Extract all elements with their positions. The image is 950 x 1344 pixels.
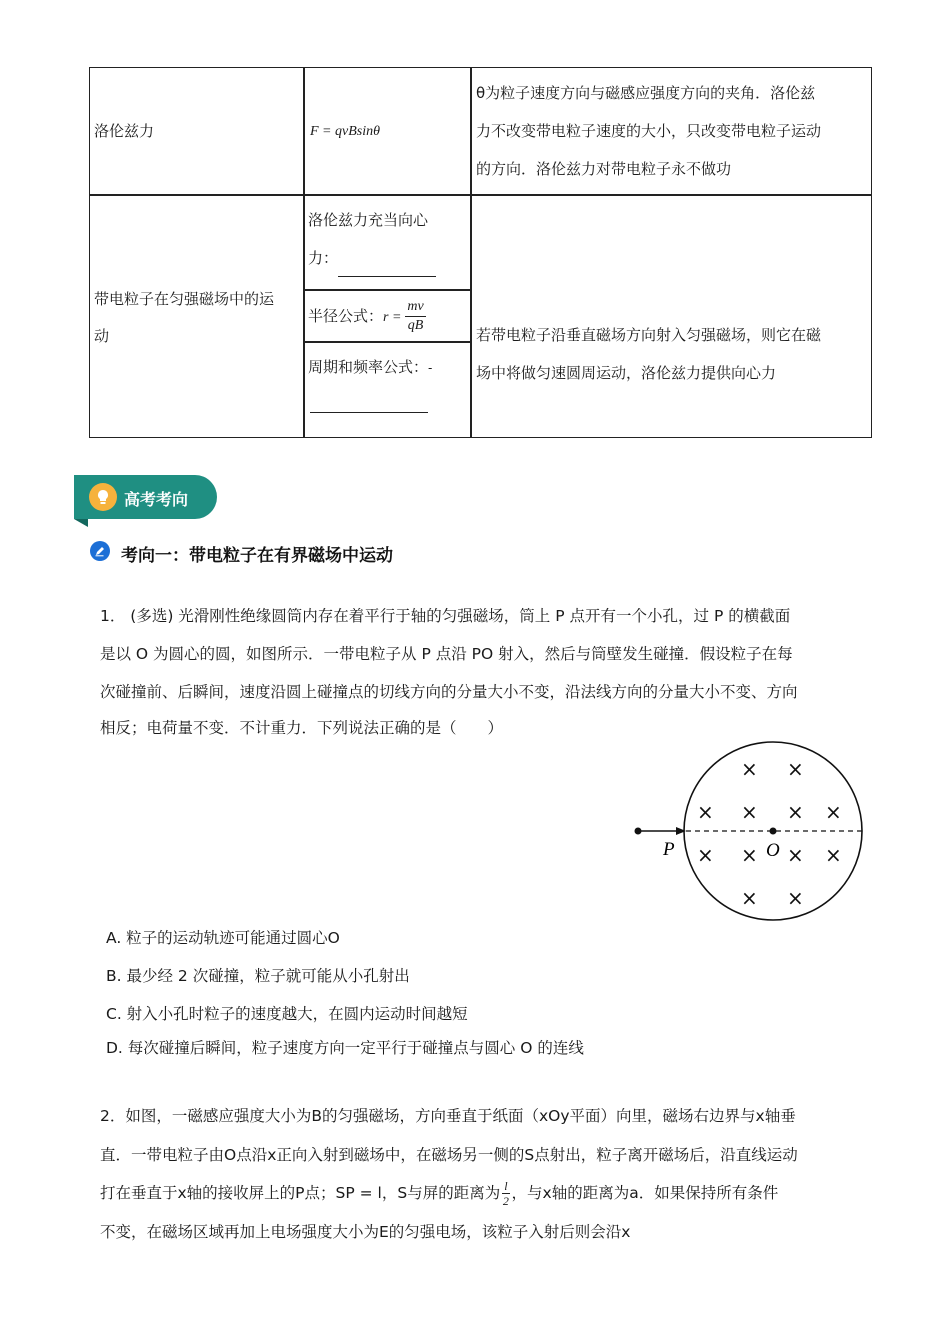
lorentz-desc-line: 力不改变带电粒子速度的大小，只改变带电粒子运动 <box>476 122 822 140</box>
radius-lhs: r = <box>383 310 402 325</box>
field-cross: × <box>741 757 758 781</box>
radius-formula <box>308 297 426 337</box>
q1-stem-line: 次碰撞前、后瞬间，速度沿圆上碰撞点的切线方向的分量大小不变，沿法线方向的分量大小不变、方向 <box>100 683 798 701</box>
field-cross: × <box>741 886 758 910</box>
knowledge-table <box>89 67 872 438</box>
row-name-lorentz-force: 洛伦兹力 <box>94 122 155 140</box>
table-divider <box>90 194 871 196</box>
q1-stem-line: 1． (多选) 光滑刚性绝缘圆筒内存在着平行于轴的匀强磁场，筒上 P 点开有一个小孔，过 P 的横截面 <box>100 607 791 625</box>
magnetic-field-figure <box>620 740 880 930</box>
period-label-text: 周期和频率公式： <box>308 358 429 376</box>
q2-fraction <box>502 1179 509 1208</box>
q2-line3-start: 打在垂直于x轴的接收屏上的P点；SP = l，S与屏的距离为 <box>100 1184 501 1202</box>
field-cross: × <box>825 843 842 867</box>
table-divider <box>303 289 470 291</box>
lorentz-desc-line: θ为粒子速度方向与磁感应强度方向的夹角．洛伦兹 <box>476 84 816 102</box>
period-label-tail: - <box>428 361 433 375</box>
pencil-icon <box>90 541 110 561</box>
field-cross: × <box>741 800 758 824</box>
field-cross: × <box>787 757 804 781</box>
q2-line3-end: ，与x轴的距离为a．如果保持所有条件 <box>511 1184 779 1202</box>
option-c[interactable]: C. 射入小孔时粒子的速度越大，在圆内运动时间越短 <box>106 1005 468 1023</box>
lorentz-desc-line: 的方向．洛伦兹力对带电粒子永不做功 <box>476 160 732 178</box>
field-cross: × <box>825 800 842 824</box>
lorentz-force-formula: F = qvBsinθ <box>310 124 380 139</box>
fraction-denominator: qB <box>407 318 424 333</box>
particle-dot <box>635 828 642 835</box>
field-cross: × <box>697 800 714 824</box>
fraction-numerator: mv <box>405 298 425 317</box>
banner-fold <box>74 519 88 527</box>
radius-fraction <box>405 298 425 335</box>
q2-stem-line: 直．一带电粒子由O点沿x正向入射到磁场中，在磁场另一侧的S点射出，粒子离开磁场后，沿直线运动 <box>100 1146 798 1164</box>
q2-stem-line: 不变，在磁场区域再加上电场强度大小为E的匀强电场，该粒子入射后则会沿x <box>100 1223 631 1241</box>
period-label <box>308 348 432 387</box>
field-cross: × <box>741 843 758 867</box>
row-name-motion: 带电粒子在匀强磁场中的运 <box>94 290 275 308</box>
centripetal-label: 洛伦兹力充当向心 <box>308 211 429 229</box>
option-b[interactable]: B. 最少经 2 次碰撞，粒子就可能从小孔射出 <box>106 967 410 985</box>
field-cross: × <box>697 843 714 867</box>
table-divider <box>303 341 470 343</box>
fraction-denominator: 2 <box>502 1194 509 1208</box>
field-cross: × <box>787 800 804 824</box>
answer-blank <box>338 250 436 277</box>
q1-stem-line: 相反；电荷量不变．不计重力．下列说法正确的是（ ） <box>100 719 504 737</box>
label-O: O <box>766 840 780 861</box>
row-name-motion: 动 <box>94 327 110 345</box>
motion-desc-line: 若带电粒子沿垂直磁场方向射入匀强磁场，则它在磁 <box>476 326 822 344</box>
option-a[interactable]: A. 粒子的运动轨迹可能通过圆心O <box>106 929 340 947</box>
center-dot <box>770 828 777 835</box>
table-divider <box>303 68 305 437</box>
q2-stem-line <box>100 1174 870 1212</box>
table-divider <box>470 68 472 437</box>
lightbulb-icon <box>89 483 117 511</box>
q1-stem-line: 是以 O 为圆心的圆，如图所示．一带电粒子从 P 点沿 PO 射入，然后与筒壁发生碰撞．假设粒子在每 <box>100 645 793 663</box>
banner-title: 高考考向 <box>124 490 189 509</box>
answer-blank <box>310 412 428 413</box>
motion-desc-line: 场中将做匀速圆周运动，洛伦兹力提供向心力 <box>476 364 777 382</box>
section-title: 考向一：带电粒子在有界磁场中运动 <box>121 546 393 566</box>
field-cross: × <box>787 843 804 867</box>
option-d[interactable]: D. 每次碰撞后瞬间，粒子速度方向一定平行于碰撞点与圆心 O 的连线 <box>106 1039 584 1057</box>
fraction-numerator: l <box>504 1179 508 1193</box>
centripetal-label-tail: 力： <box>308 249 339 267</box>
field-cross: × <box>787 886 804 910</box>
label-P: P <box>663 839 675 860</box>
q2-stem-line: 2．如图，一磁感应强度大小为B的匀强磁场，方向垂直于纸面（xOy平面）向里，磁场右边界与x轴垂 <box>100 1107 796 1125</box>
centripetal-label <box>308 239 436 277</box>
radius-label: 半径公式： <box>308 307 384 325</box>
